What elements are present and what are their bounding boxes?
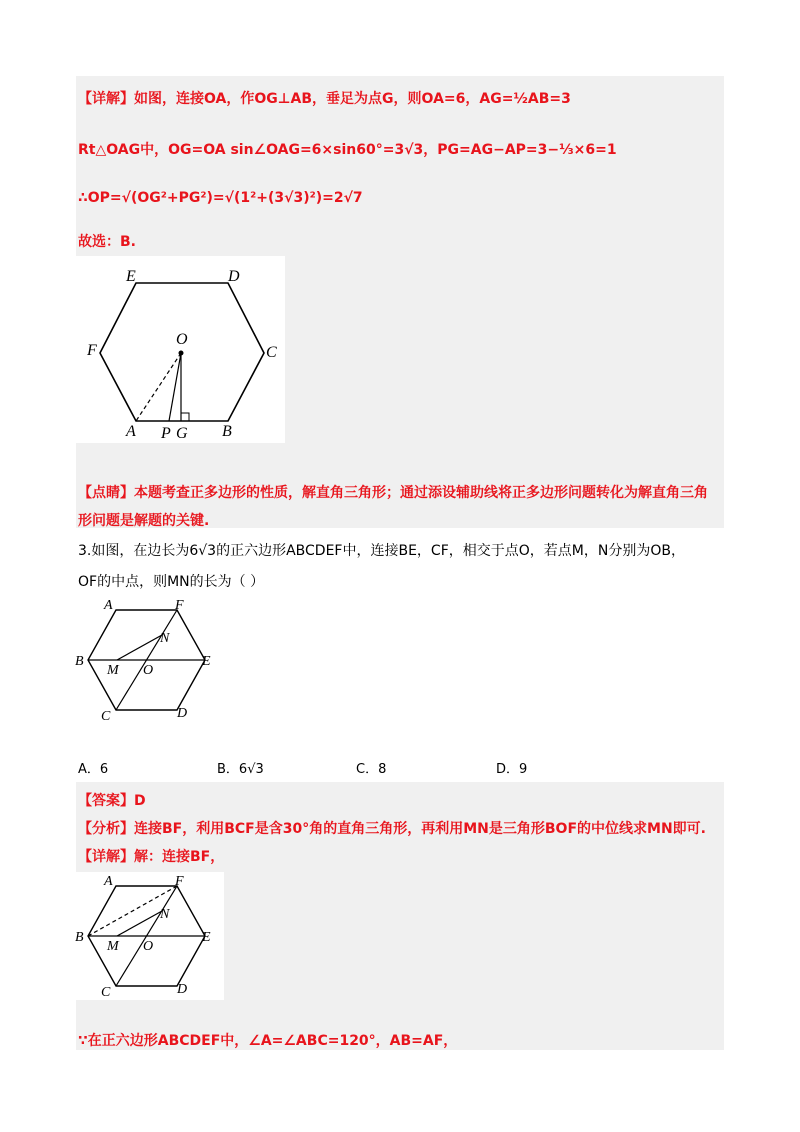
answer-line — [78, 231, 136, 251]
option-c[interactable]: C．8 — [356, 762, 387, 777]
last-line-text: ∵在正六边形ABCDEF中，∠A=∠ABC=120°，AB=AF， — [78, 1033, 458, 1049]
fig3-label-D: D — [177, 982, 188, 997]
fig1-label-P: P — [161, 425, 171, 442]
question-stem-2 — [78, 571, 264, 591]
figure-hexagon-2 — [74, 596, 224, 724]
solution-line-3-text: ∴OP=√(OG²+PG²)=√(1²+(3√3)²)=2√7 — [78, 190, 363, 206]
fig3-label-M: M — [107, 939, 119, 954]
answer3-value: D — [134, 793, 146, 809]
fig1-label-G: G — [176, 425, 188, 442]
fig3-label-B: B — [75, 930, 84, 945]
answer-text: 故选：B. — [78, 234, 136, 250]
fig1-label-C: C — [266, 344, 277, 361]
fig3-label-N: N — [160, 907, 170, 922]
fig1-label-O: O — [176, 331, 188, 348]
analysis3-label: 【分析】 — [78, 821, 134, 837]
option-a[interactable]: A．6 — [78, 762, 109, 777]
analysis3-text: 连接BF，利用BCF是含30°角的直角三角形，再利用MN是三角形BOF的中位线求MN即可. — [134, 821, 706, 837]
last-line — [78, 1030, 457, 1050]
fig2-label-F: F — [175, 598, 184, 613]
fig2-label-D: D — [177, 706, 188, 721]
comment-line-1 — [78, 482, 708, 502]
fig2-label-B: B — [75, 654, 84, 669]
answer3-line — [78, 790, 146, 810]
fig1-label-D: D — [228, 268, 240, 285]
answer3-label: 【答案】 — [78, 793, 134, 809]
fig3-label-O: O — [143, 939, 154, 954]
detail-label: 【详解】 — [78, 91, 134, 107]
comment-text-1: 本题考查正多边形的性质，解直角三角形；通过添设辅助线将正多边形问题转化为解直角三角 — [134, 485, 708, 501]
fig2-label-E: E — [202, 654, 211, 669]
solution-line-2-text: Rt△OAG中，OG=OA sin∠OAG=6×sin60°=3√3，PG=AG−AP=3−⅓×6=1 — [78, 142, 617, 158]
solution-line-3 — [78, 190, 363, 206]
fig1-label-A: A — [126, 423, 136, 440]
question-stem-1 — [78, 540, 685, 560]
detail3-line — [78, 846, 224, 866]
figure-hexagon-3 — [74, 872, 224, 1000]
option-d[interactable]: D．9 — [496, 762, 528, 777]
fig2-label-M: M — [107, 663, 119, 678]
figure-hexagon-1 — [76, 256, 285, 443]
fig1-label-F: F — [87, 342, 97, 359]
fig3-label-E: E — [202, 930, 211, 945]
detail3-text: 解：连接BF， — [134, 849, 225, 865]
comment-text-2: 形问题是解题的关键. — [78, 513, 210, 529]
analysis3-line — [78, 818, 706, 838]
detail-text: 如图，连接OA，作OG⊥AB，垂足为点G，则OA=6，AG=½AB=3 — [134, 91, 571, 107]
fig3-label-C: C — [101, 985, 111, 1000]
fig3-label-A: A — [104, 874, 113, 889]
option-b[interactable]: B．6√3 — [217, 762, 264, 777]
fig3-label-F: F — [175, 874, 184, 889]
fig2-label-A: A — [104, 598, 113, 613]
detail3-label: 【详解】 — [78, 849, 134, 865]
fig2-label-O: O — [143, 663, 154, 678]
comment-line-2 — [78, 510, 209, 530]
question-stem-1-text: 3.如图，在边长为6√3的正六边形ABCDEF中，连接BE，CF，相交于点O，若点M，N分别为OB， — [78, 543, 685, 559]
question-stem-2-text: OF的中点，则MN的长为（ ） — [78, 574, 265, 590]
fig2-label-C: C — [101, 709, 111, 724]
solution-line-1 — [78, 88, 571, 108]
fig1-label-B: B — [222, 423, 232, 440]
comment-label: 【点睛】 — [78, 485, 134, 501]
fig2-label-N: N — [160, 631, 170, 646]
solution-line-2 — [78, 139, 617, 159]
fig1-label-E: E — [126, 268, 136, 285]
